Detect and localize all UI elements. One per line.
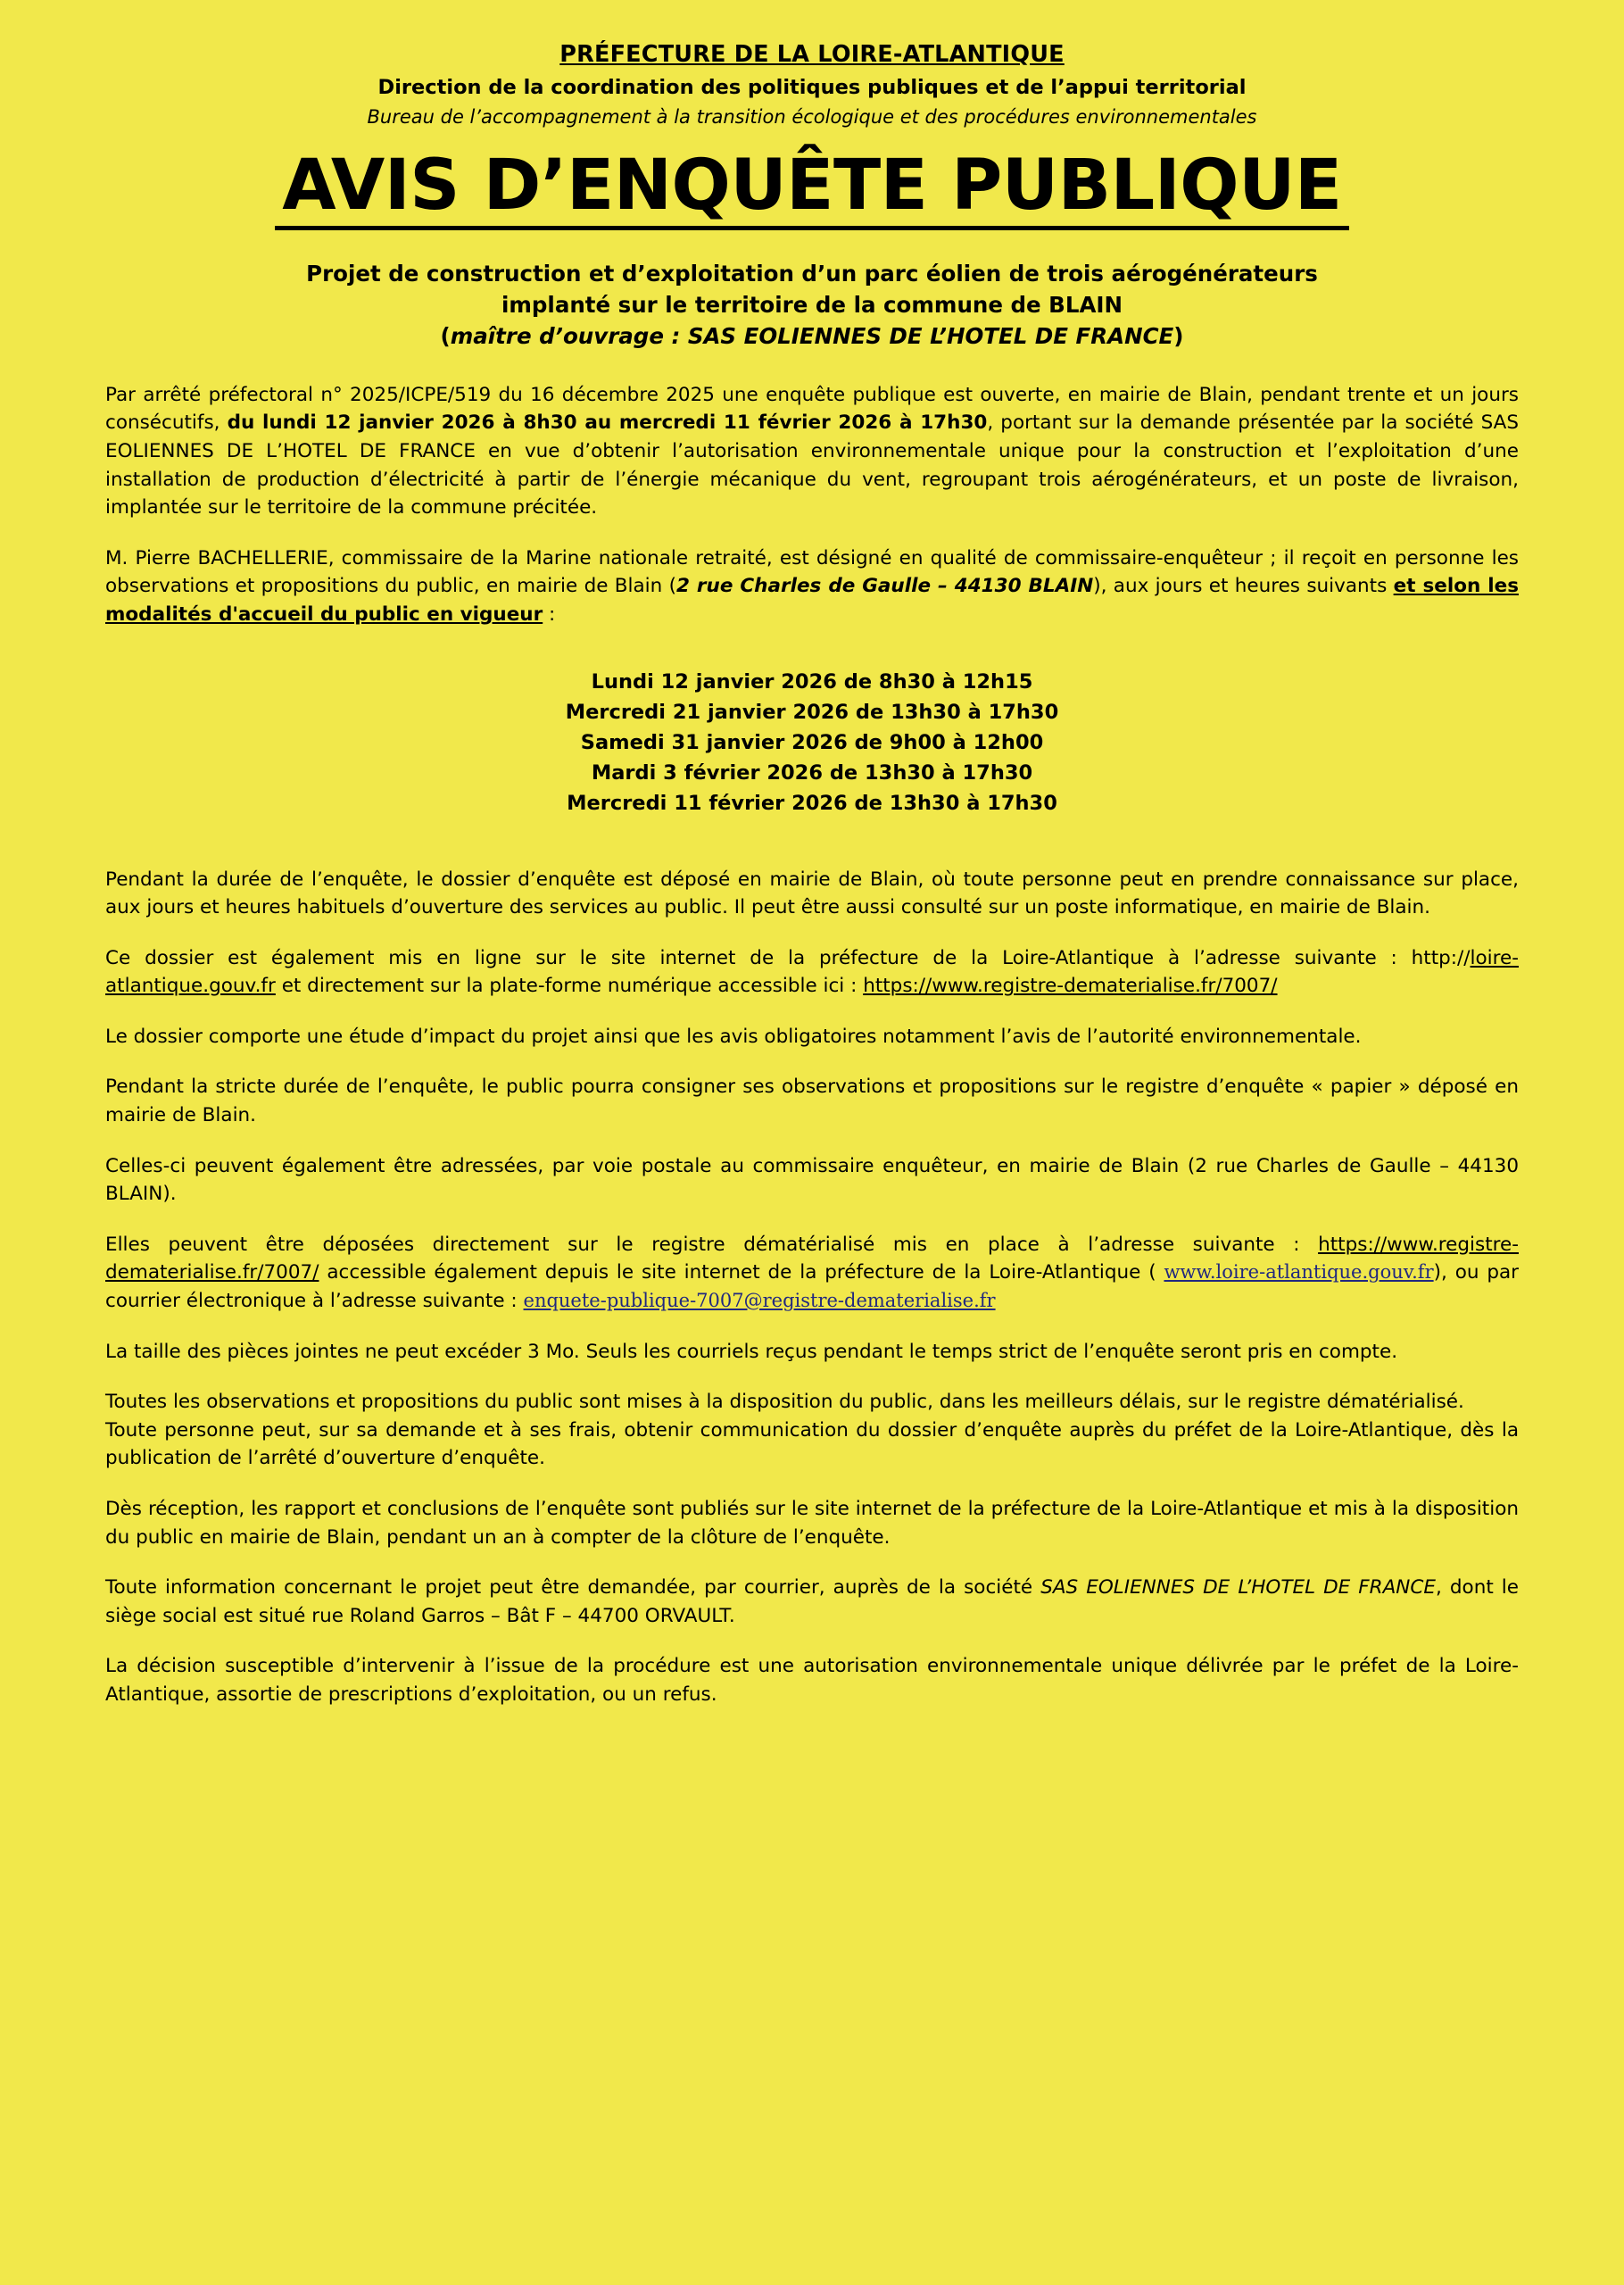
p2-text-a: M. Pierre BACHELLERIE, commissaire de la Marine nationale retraité, est désigné en qualité de commissaire-enquêteur ; il reçoit en personne les observations et propositions du public, en mairie de Blain ( bbox=[105, 546, 1519, 598]
p1-text-a: Par arrêté préfectoral n° 2025/ICPE/519 du 16 décembre 2025 une enquête publique est ouverte, en mairie de Blain, pendant trente et un jours consécutifs, bbox=[105, 383, 1519, 435]
document-header bbox=[105, 41, 1519, 130]
link-registre-dematerialise-2[interactable]: https://www.registre-dematerialise.fr/7007/ bbox=[105, 1233, 1519, 1284]
direction-name: Direction de la coordination des politiques publiques et de l’appui territorial bbox=[377, 75, 1247, 99]
page-title-text: AVIS D’ENQUÊTE PUBLIQUE bbox=[275, 150, 1348, 231]
p2-text-b: ), aux jours et heures suivants bbox=[1093, 575, 1394, 598]
link-email-enquete[interactable]: enquete-publique-7007@registre-dematerialise.fr bbox=[523, 1290, 996, 1312]
p8-text-b: accessible également depuis le site internet de la préfecture de la Loire-Atlantique ( bbox=[319, 1261, 1164, 1284]
paragraph-rapport-conclusions: Dès réception, les rapport et conclusions de l’enquête sont publiés sur le site internet de la préfecture de la Loire-Atlantique et mis à la disposition du public en mairie de Blain, pendant un an à compter de la clôture de l’enquête. bbox=[105, 1498, 1519, 1549]
link-loire-atlantique-gouv[interactable]: loire-atlantique.gouv.fr bbox=[105, 946, 1519, 998]
subtitle-line-1: Projet de construction et d’exploitation d’un parc éolien de trois aérogénérateurs bbox=[306, 261, 1318, 287]
prefecture-name: PRÉFECTURE DE LA LOIRE-ATLANTIQUE bbox=[559, 41, 1065, 68]
paragraph-dossier-depot: Pendant la durée de l’enquête, le dossier d’enquête est déposé en mairie de Blain, où toute personne peut en prendre connaissance sur place, aux jours et heures habituels d’ouverture des services au public. Il peut être aussi consulté sur un poste informatique, en mairie de Blain. bbox=[105, 868, 1519, 919]
paragraph-decision: La décision susceptible d’intervenir à l’issue de la procédure est une autorisation environnementale unique délivrée par le préfet de la Loire-Atlantique, assortie de prescriptions d’exploitation, ou un refus. bbox=[105, 1655, 1519, 1706]
societe-name: SAS EOLIENNES DE L’HOTEL DE FRANCE bbox=[1040, 1576, 1436, 1600]
link-registre-dematerialise[interactable]: https://www.registre-dematerialise.fr/7007/ bbox=[863, 975, 1278, 998]
paragraph-voie-postale: Celles-ci peuvent également être adressées, par voie postale au commissaire enquêteur, en mairie de Blain (2 rue Charles de Gaulle – 44130 BLAIN). bbox=[105, 1154, 1519, 1206]
project-subtitle bbox=[105, 259, 1519, 352]
paragraph-etude-impact: Le dossier comporte une étude d’impact du projet ainsi que les avis obligatoires notamment l’avis de l’autorité environnementale. bbox=[105, 1025, 1362, 1048]
modalites-accueil: et selon les modalités d'accueil du public en vigueur bbox=[105, 575, 1519, 626]
paragraph-communication-dossier: Toute personne peut, sur sa demande et à ses frais, obtenir communication du dossier d’enquête auprès du préfet de la Loire-Atlantique, dès la publication de l’arrêté d’ouverture d’enquête. bbox=[105, 1418, 1519, 1470]
permanence-item: Mardi 3 février 2026 de 13h30 à 17h30 bbox=[591, 761, 1033, 785]
mairie-address: 2 rue Charles de Gaulle – 44130 BLAIN bbox=[676, 575, 1094, 598]
paragraph-registre-papier: Pendant la stricte durée de l’enquête, le public pourra consigner ses observations et propositions sur le registre d’enquête « papier » déposé en mairie de Blain. bbox=[105, 1076, 1519, 1127]
bureau-name: Bureau de l’accompagnement à la transition écologique et des procédures environnementales bbox=[367, 106, 1257, 129]
paragraph-registre-numerique bbox=[105, 1231, 1519, 1316]
p4-text-a: Ce dossier est également mis en ligne sur le site internet de la préfecture de la Loire-Atlantique à l’adresse suivante : http:// bbox=[105, 946, 1471, 969]
enquete-dates: du lundi 12 janvier 2026 à 8h30 au mercredi 11 février 2026 à 17h30 bbox=[227, 411, 988, 435]
paragraph-information-projet bbox=[105, 1574, 1519, 1630]
permanence-item: Mercredi 11 février 2026 de 13h30 à 17h30 bbox=[567, 792, 1057, 816]
p1-text-b: , portant sur la demande présentée par la société SAS EOLIENNES DE L’HOTEL DE FRANCE en vue d’obtenir l’autorisation environnementale unique pour la construction et l’exploitation d’une installation de production d’électricité à partir de l’énergie mécanique du vent, regroupant trois aérogénérateurs, et un poste de livraison, implantée sur le territoire de la commune précitée. bbox=[105, 411, 1519, 519]
paragraph-taille-pieces: La taille des pièces jointes ne peut excéder 3 Mo. Seuls les courriels reçus pendant le temps strict de l’enquête seront pris en compte. bbox=[105, 1340, 1398, 1363]
p8-text-a: Elles peuvent être déposées directement sur le registre dématérialisé mis en place à l’adresse suivante : bbox=[105, 1233, 1319, 1256]
subtitle-line-2: implanté sur le territoire de la commune de BLAIN bbox=[501, 292, 1123, 319]
p4-text-b: et directement sur la plate-forme numérique accessible ici : bbox=[275, 975, 864, 998]
paragraph-observations-publiques: Toutes les observations et propositions du public sont mises à la disposition du public, dans les meilleurs délais, sur le registre dématérialisé. bbox=[105, 1391, 1464, 1414]
link-www-loire-atlantique[interactable]: www.loire-atlantique.gouv.fr bbox=[1164, 1261, 1434, 1284]
subtitle-paren-close: ) bbox=[1173, 323, 1184, 350]
permanence-item: Samedi 31 janvier 2026 de 9h00 à 12h00 bbox=[580, 730, 1044, 754]
p8-text-c: ), ou par courrier électronique à l’adresse suivante : bbox=[105, 1261, 1519, 1313]
p13-text-b: , dont le siège social est situé rue Roland Garros – Bât F – 44700 ORVAULT. bbox=[105, 1576, 1519, 1627]
paragraph-dossier-enligne bbox=[105, 944, 1519, 1001]
p2-text-c: : bbox=[543, 602, 556, 626]
project-owner: maître d’ouvrage : SAS EOLIENNES DE L’HOTEL DE FRANCE bbox=[450, 323, 1174, 350]
paragraph-commissaire bbox=[105, 544, 1519, 629]
permanences-list bbox=[105, 667, 1519, 819]
subtitle-paren-open: ( bbox=[440, 323, 451, 350]
p13-text-a: Toute information concernant le projet peut être demandée, par courrier, auprès de la société bbox=[105, 1576, 1041, 1600]
document-body bbox=[105, 381, 1519, 1709]
permanence-item: Lundi 12 janvier 2026 de 8h30 à 12h15 bbox=[591, 669, 1033, 694]
paragraph-arrete bbox=[105, 381, 1519, 522]
page-title bbox=[105, 145, 1519, 237]
permanence-item: Mercredi 21 janvier 2026 de 13h30 à 17h30 bbox=[565, 700, 1059, 724]
subtitle-line-3 bbox=[105, 321, 1519, 353]
